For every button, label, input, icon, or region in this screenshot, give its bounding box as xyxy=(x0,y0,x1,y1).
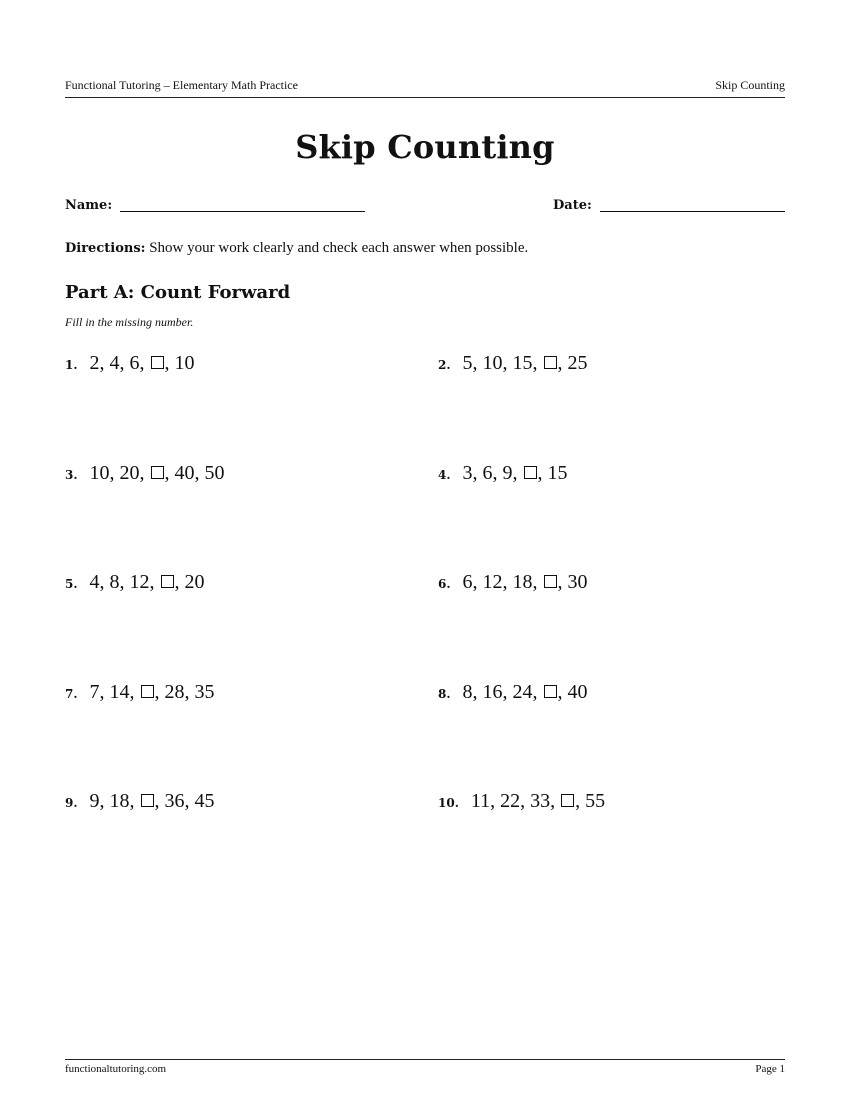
problem-8 xyxy=(438,681,588,705)
problem-4 xyxy=(438,462,568,486)
page-title: Skip Counting xyxy=(295,128,555,166)
footer-page-number: Page 1 xyxy=(755,1063,785,1075)
directions-text: Show your work clearly and check each answer when possible. xyxy=(149,240,529,256)
problem-2 xyxy=(438,352,588,376)
problem-number: 7. xyxy=(65,687,78,701)
problem-5 xyxy=(65,571,205,595)
directions xyxy=(65,240,528,257)
problem-3 xyxy=(65,462,225,486)
problem-sequence: 9, 18, , 36, 45 xyxy=(89,790,215,812)
name-field[interactable] xyxy=(120,211,365,212)
answer-box[interactable] xyxy=(151,466,164,479)
problem-number: 4. xyxy=(438,468,451,482)
answer-box[interactable] xyxy=(524,466,537,479)
problem-sequence: 2, 4, 6, , 10 xyxy=(89,352,195,374)
answer-box[interactable] xyxy=(544,575,557,588)
problem-sequence: 11, 22, 33, , 55 xyxy=(470,790,606,812)
problem-sequence: 5, 10, 15, , 25 xyxy=(462,352,588,374)
problem-sequence: 6, 12, 18, , 30 xyxy=(462,571,588,593)
date-label: Date: xyxy=(553,198,592,213)
part-a-title: Part A: Count Forward xyxy=(65,282,291,303)
answer-box[interactable] xyxy=(141,794,154,807)
footer-website[interactable]: functionaltutoring.com xyxy=(65,1063,167,1075)
problem-7 xyxy=(65,681,215,705)
name-label: Name: xyxy=(65,198,113,213)
problem-number: 3. xyxy=(65,468,78,482)
problem-number: 1. xyxy=(65,358,78,372)
problem-6 xyxy=(438,571,588,595)
problem-sequence: 3, 6, 9, , 15 xyxy=(462,462,568,484)
answer-box[interactable] xyxy=(544,685,557,698)
page-header xyxy=(65,77,785,98)
problem-number: 9. xyxy=(65,796,78,810)
problem-sequence: 10, 20, , 40, 50 xyxy=(89,462,225,484)
problem-number: 2. xyxy=(438,358,451,372)
header-left-text: Functional Tutoring – Elementary Math Practice xyxy=(65,78,298,92)
problem-sequence: 7, 14, , 28, 35 xyxy=(89,681,215,703)
answer-box[interactable] xyxy=(161,575,174,588)
problem-number: 8. xyxy=(438,687,451,701)
directions-label: Directions: xyxy=(65,241,146,256)
problem-sequence: 4, 8, 12, , 20 xyxy=(89,571,205,593)
problem-number: 6. xyxy=(438,577,451,591)
date-field[interactable] xyxy=(600,211,785,212)
page-footer xyxy=(65,1059,785,1075)
problem-number: 10. xyxy=(438,796,459,810)
problem-number: 5. xyxy=(65,577,78,591)
part-a-subtitle: Fill in the missing number. xyxy=(65,315,194,329)
problem-9 xyxy=(65,790,215,814)
answer-box[interactable] xyxy=(141,685,154,698)
answer-box[interactable] xyxy=(151,356,164,369)
answer-box[interactable] xyxy=(561,794,574,807)
problem-10 xyxy=(438,790,605,814)
problem-sequence: 8, 16, 24, , 40 xyxy=(462,681,588,703)
answer-box[interactable] xyxy=(544,356,557,369)
header-right-text: Skip Counting xyxy=(715,78,785,92)
problem-1 xyxy=(65,352,195,376)
